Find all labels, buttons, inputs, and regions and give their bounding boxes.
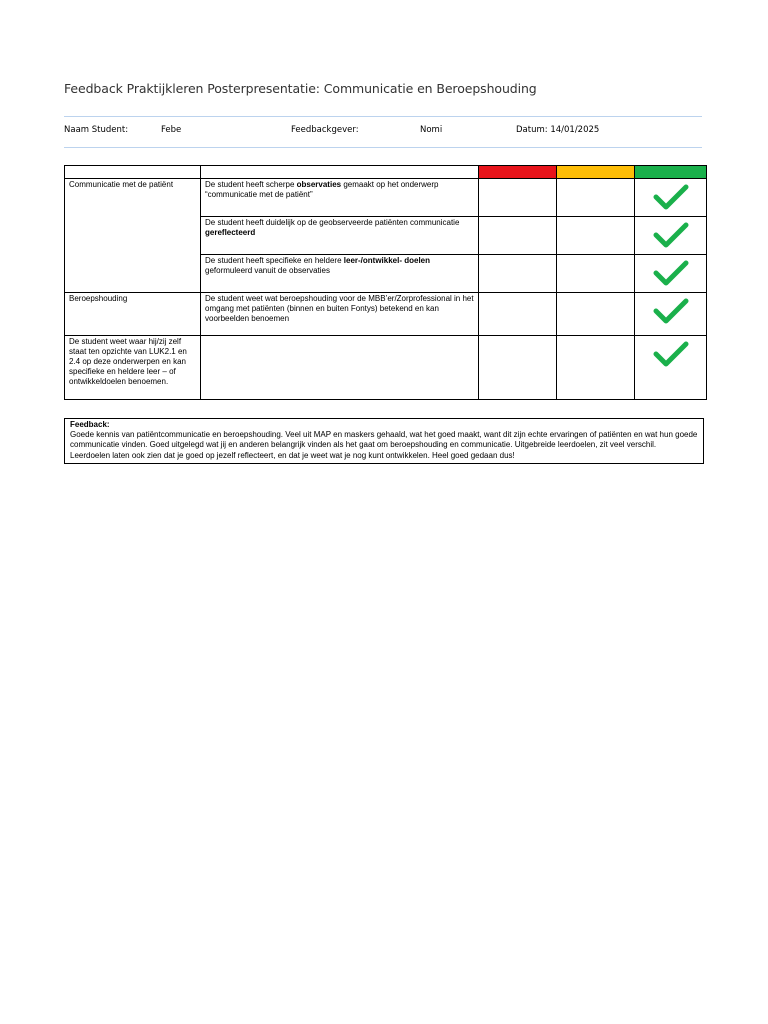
score-green-cell xyxy=(635,217,707,255)
score-orange-cell xyxy=(557,217,635,255)
score-orange-cell xyxy=(557,293,635,336)
score-orange-cell xyxy=(557,336,635,400)
criterion-leerdoelen: De student heeft specifieke en heldere leer-/ontwikkel- doelen geformuleerd vanuit de observaties xyxy=(201,255,479,293)
checkmark-icon xyxy=(652,183,690,211)
score-red-cell xyxy=(479,255,557,293)
header-blank-criterion xyxy=(201,166,479,179)
score-red-cell xyxy=(479,336,557,400)
feedback-box xyxy=(64,418,704,464)
feedback-giver-label: Feedbackgever: xyxy=(291,125,359,135)
score-red-cell xyxy=(479,293,557,336)
feedback-giver-name: Nomi xyxy=(420,125,443,135)
checkmark-icon xyxy=(652,340,690,368)
criterion-beroepshouding: De student weet wat beroepshouding voor de MBB’er/Zorprofessional in het omgang met patiënten (binnen en buiten Fontys) betekend en kan voorbeelden benoemen xyxy=(201,293,479,336)
category-beroepshouding: Beroepshouding xyxy=(65,293,201,336)
category-communicatie: Communicatie met de patiënt xyxy=(65,179,201,293)
header-blank-category xyxy=(65,166,201,179)
feedback-label: Feedback: xyxy=(70,420,110,429)
date-text: Datum: 14/01/2025 xyxy=(516,125,600,135)
rubric-header-row xyxy=(65,166,707,179)
criterion-gereflecteerd: De student heeft duidelijk op de geobserveerde patiënten communicatie gereflecteerd xyxy=(201,217,479,255)
score-red-cell xyxy=(479,217,557,255)
score-red-cell xyxy=(479,179,557,217)
score-orange-cell xyxy=(557,179,635,217)
rubric-table xyxy=(64,165,707,400)
rubric-row xyxy=(65,336,707,400)
checkmark-icon xyxy=(652,221,690,249)
score-green-cell xyxy=(635,255,707,293)
checkmark-icon xyxy=(652,259,690,287)
rubric-row xyxy=(65,293,707,336)
score-header-green xyxy=(635,166,707,179)
rubric-row xyxy=(65,179,707,217)
student-name: Febe xyxy=(161,125,182,135)
score-header-orange xyxy=(557,166,635,179)
feedback-text: Goede kennis van patiëntcommunicatie en beroepshouding. Veel uit MAP en maskers gehaald, wat het goed maakt, want dit zijn echte ervaringen of patiënten en wat hun goede communicatie vinden. Goed uitgelegd wat jij en anderen belangrijk vinden als het gaat om beroepshouding en communicatie. Uitgebreide leerdoelen, zit veel verschil. Leerdoelen laten ook zien dat je goed op jezelf reflecteert, en dat je weet wat je nog kunt ontwikkelen. Heel goed gedaan dus! xyxy=(70,430,698,460)
student-label: Naam Student: xyxy=(64,125,129,135)
criterion-observaties: De student heeft scherpe observaties gemaakt op het onderwerp “communicatie met de patiënt” xyxy=(201,179,479,217)
score-green-cell xyxy=(635,293,707,336)
category-zelfreflectie: De student weet waar hij/zij zelf staat ten opzichte van LUK2.1 en 2.4 op deze onderwerpen en kan specifieke en heldere leer – of ontwikkeldoelen benoemen. xyxy=(65,336,201,400)
score-green-cell xyxy=(635,179,707,217)
header-divider-bottom xyxy=(64,147,702,148)
document-title: Feedback Praktijkleren Posterpresentatie: Communicatie en Beroepshouding xyxy=(64,81,537,96)
score-green-cell xyxy=(635,336,707,400)
header-divider-top xyxy=(64,116,702,117)
score-header-red xyxy=(479,166,557,179)
checkmark-icon xyxy=(652,297,690,325)
score-orange-cell xyxy=(557,255,635,293)
criterion-empty xyxy=(201,336,479,400)
